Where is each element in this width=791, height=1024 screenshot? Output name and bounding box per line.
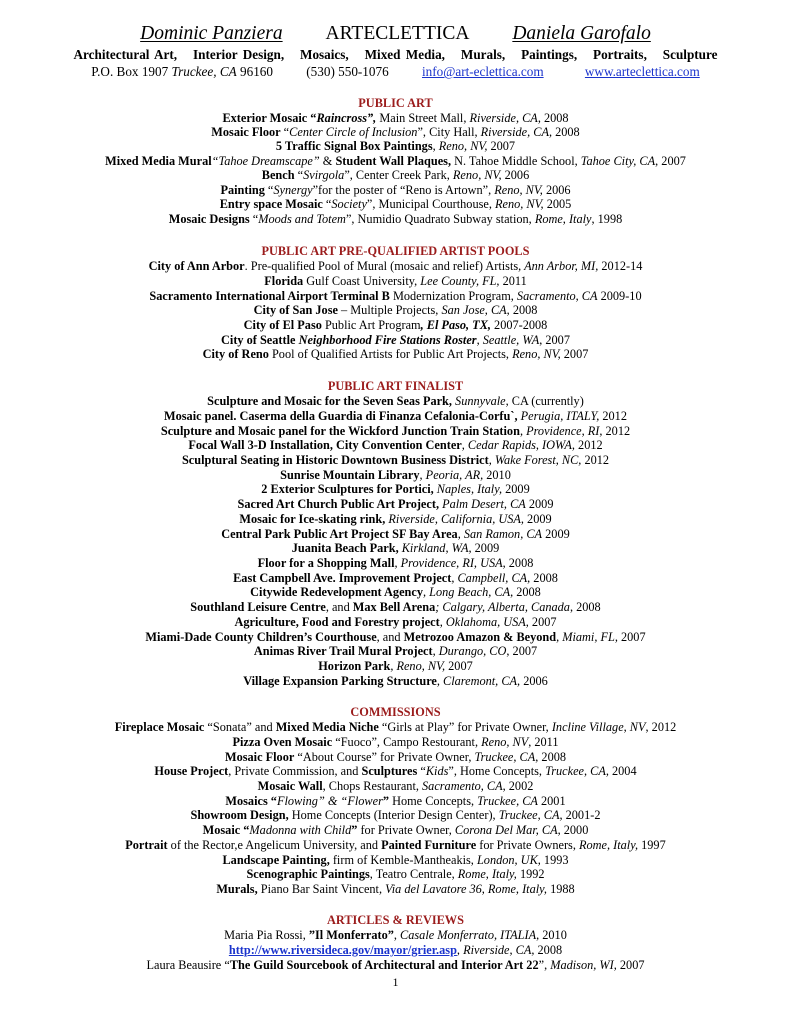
website-link[interactable]: www.arteclettica.com	[584, 64, 700, 79]
list-item: Sacramento International Airport Terminal B Modernization Program, Sacramento, CA 2009-10	[149, 289, 642, 303]
list-item: Mixed Media Mural“Tahoe Dreamscape” & Student Wall Plaques, N. Tahoe Middle School, Tahoe City, CA, 2007	[105, 154, 686, 168]
section-heading-public-art: PUBLIC ART	[358, 96, 433, 110]
list-item: Mosaic Floor “Center Circle of Inclusion”, City Hall, Riverside, CA, 2008	[211, 125, 580, 139]
list-item: Miami-Dade County Children’s Courthouse, and Metrozoo Amazon & Beyond, Miami, FL, 2007	[145, 630, 646, 644]
list-item: Laura Beausire “The Guild Sourcebook of Architectural and Interior Art 22”, Madison, WI, 2007	[146, 958, 645, 972]
list-item: Juanita Beach Park, Kirkland, WA, 2009	[291, 541, 500, 555]
list-item: Sacred Art Church Public Art Project, Palm Desert, CA 2009	[237, 497, 554, 511]
list-item: City of Ann Arbor. Pre-qualified Pool of Mural (mosaic and relief) Artists, Ann Arbor, MI, 2012-14	[148, 259, 643, 273]
list-item: Mosaic for Ice-skating rink, Riverside, California, USA, 2009	[239, 512, 552, 526]
list-item: City of San Jose – Multiple Projects, San Jose, CA, 2008	[253, 303, 538, 317]
list-item: Exterior Mosaic “Raincross”, Main Street Mall, Riverside, CA, 2008	[222, 111, 569, 125]
address-text: P.O. Box 1907 Truckee, CA 96160	[91, 64, 273, 79]
list-item: Focal Wall 3-D Installation, City Convention Center, Cedar Rapids, IOWA, 2012	[188, 438, 603, 452]
list-item: Citywide Redevelopment Agency, Long Beach, CA, 2008	[250, 585, 541, 599]
list-item: Sculptural Seating in Historic Downtown Business District, Wake Forest, NC, 2012	[181, 453, 610, 467]
contact-line	[0, 64, 791, 80]
section-heading-finalist: PUBLIC ART FINALIST	[327, 379, 464, 393]
list-item: Landscape Painting, firm of Kemble-Mantheakis, London, UK, 1993	[222, 853, 569, 867]
list-item: City of Reno Pool of Qualified Artists for Public Art Projects, Reno, NV, 2007	[202, 347, 589, 361]
list-item: Mosaic panel. Caserma della Guardia di Finanza Cefalonia-Corfu`, Perugia, ITALY, 2012	[164, 409, 627, 423]
list-item: Mosaics “Flowing” & “Flower” Home Concepts, Truckee, CA 2001	[225, 794, 566, 808]
list-item: 5 Traffic Signal Box Paintings, Reno, NV, 2007	[275, 139, 516, 153]
list-item: http://www.riversideca.gov/mayor/grier.asp, Riverside, CA, 2008	[228, 943, 563, 957]
list-item: Central Park Public Art Project SF Bay Area, San Ramon, CA 2009	[221, 527, 570, 541]
section-heading-commissions: COMMISSIONS	[350, 705, 441, 719]
section-heading-articles: ARTICLES & REVIEWS	[327, 913, 464, 927]
list-item: Scenographic Paintings, Teatro Centrale, Rome, Italy, 1992	[246, 867, 545, 881]
list-item: Murals, Piano Bar Saint Vincent, Via del Lavatore 36, Rome, Italy, 1988	[216, 882, 575, 896]
list-item: Entry space Mosaic “Society”, Municipal Courthouse, Reno, NV, 2005	[219, 197, 572, 211]
list-item: City of El Paso Public Art Program, El Paso, TX, 2007-2008	[243, 318, 548, 332]
list-item: Floor for a Shopping Mall, Providence, RI, USA, 2008	[257, 556, 534, 570]
list-item: East Campbell Ave. Improvement Project, Campbell, CA, 2008	[233, 571, 558, 585]
brand-name: ARTECLETTICA	[325, 23, 470, 44]
list-item: Mosaic Floor “About Course” for Private Owner, Truckee, CA, 2008	[224, 750, 567, 764]
list-item: Portrait of the Rector,e Angelicum University, and Painted Furniture for Private Owners, Rome, Italy, 1997	[125, 838, 666, 852]
list-item: Sunrise Mountain Library, Peoria, AR, 2010	[280, 468, 511, 482]
list-item: Mosaic Designs “Moods and Totem”, Numidio Quadrato Subway station, Rome, Italy, 1998	[168, 212, 623, 226]
services-line: Architectural Art, Interior Design, Mosaics, Mixed Media, Murals, Paintings, Portraits, Sculpture	[73, 47, 718, 62]
phone-text: (530) 550-1076	[306, 64, 389, 79]
list-item: City of Seattle Neighborhood Fire Stations Roster, Seattle, WA, 2007	[221, 333, 570, 347]
list-item: Southland Leisure Centre, and Max Bell Arena; Calgary, Alberta, Canada, 2008	[190, 600, 601, 614]
list-item: Painting “Synergy”for the poster of “Reno is Artown”, Reno, NV, 2006	[220, 183, 571, 197]
section-heading-prequalified: PUBLIC ART PRE-QUALIFIED ARTIST POOLS	[261, 244, 530, 258]
list-item: Maria Pia Rossi, ”Il Monferrato”, Casale Monferrato, ITALIA, 2010	[224, 928, 567, 942]
list-item: 2 Exterior Sculptures for Portici, Naples, Italy, 2009	[261, 482, 530, 496]
list-item: Mosaic “Madonna with Child” for Private Owner, Corona Del Mar, CA, 2000	[202, 823, 589, 837]
list-item: Sculpture and Mosaic panel for the Wickford Junction Train Station, Providence, RI, 2012	[160, 424, 631, 438]
letterhead-title	[0, 22, 791, 46]
left-name: Dominic Panziera	[140, 23, 283, 44]
list-item: Village Expansion Parking Structure, Claremont, CA, 2006	[243, 674, 548, 688]
list-item: Mosaic Wall, Chops Restaurant, Sacramento, CA, 2002	[257, 779, 534, 793]
email-link[interactable]: info@art-eclettica.com	[421, 64, 544, 79]
list-item: Fireplace Mosaic “Sonata” and Mixed Media Niche “Girls at Play” for Private Owner, Incline Village, NV, 2012	[114, 720, 677, 734]
article-url-link[interactable]: http://www.riversideca.gov/mayor/grier.asp	[228, 943, 457, 957]
right-name: Daniela Garofalo	[512, 23, 651, 44]
list-item: Showroom Design, Home Concepts (Interior Design Center), Truckee, CA, 2001-2	[190, 808, 601, 822]
list-item: Bench “Svirgola”, Center Creek Park, Reno, NV, 2006	[261, 168, 530, 182]
list-item: Pizza Oven Mosaic “Fuoco”, Campo Restourant, Reno, NV, 2011	[232, 735, 559, 749]
list-item: Sculpture and Mosaic for the Seven Seas Park, Sunnyvale, CA (currently)	[207, 394, 584, 408]
page-number: 1	[392, 975, 399, 989]
list-item: House Project, Private Commission, and Sculptures “Kids”, Home Concepts, Truckee, CA, 2004	[154, 764, 637, 778]
list-item: Animas River Trail Mural Project, Durango, CO, 2007	[253, 644, 538, 658]
list-item: Florida Gulf Coast University, Lee County, FL, 2011	[264, 274, 527, 288]
list-item: Horizon Park, Reno, NV, 2007	[318, 659, 473, 673]
list-item: Agriculture, Food and Forestry project, Oklahoma, USA, 2007	[234, 615, 557, 629]
